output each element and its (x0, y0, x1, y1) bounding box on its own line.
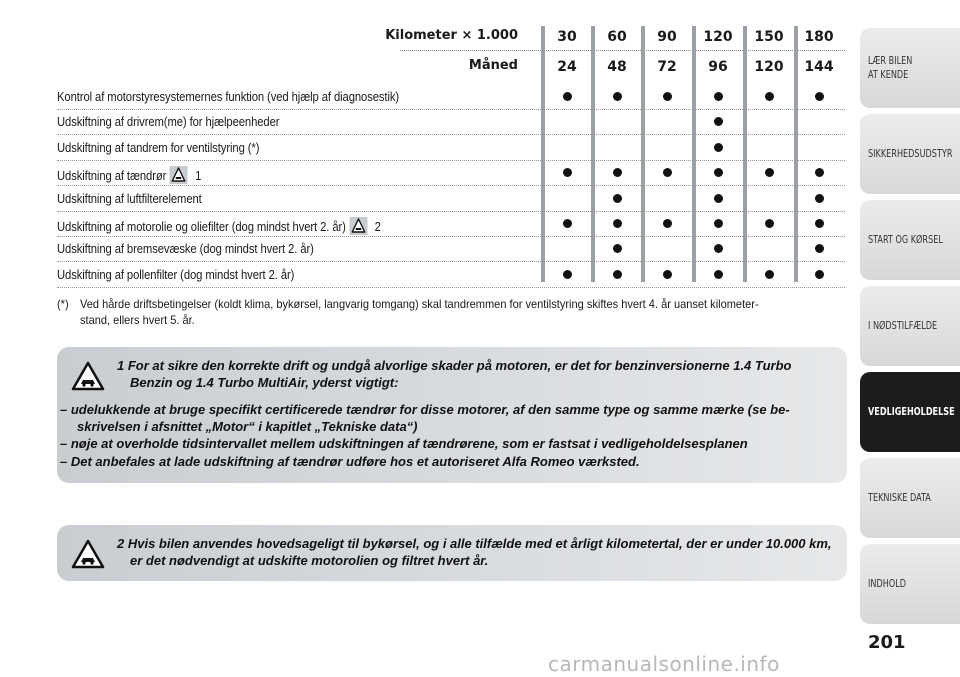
table-row (57, 160, 845, 186)
table-row (57, 236, 845, 262)
service-dot (613, 270, 622, 279)
service-dot (714, 168, 723, 177)
chapter-tab[interactable] (860, 544, 960, 624)
service-dot (563, 168, 572, 177)
service-dot (815, 168, 824, 177)
row-label-text: Udskiftning af motorolie og oliefilter (dog mindst hvert 2. år) (57, 220, 346, 234)
chapter-tab-label: I NØDSTILFÆLDE (868, 319, 938, 332)
service-dot (815, 270, 824, 279)
month-column-header: 96 (708, 59, 728, 75)
row-label (57, 115, 279, 129)
warning-triangle-icon (349, 217, 367, 235)
row-label (57, 90, 399, 104)
chapter-tab[interactable] (860, 458, 960, 538)
row-label-text: Udskiftning af tændrør (57, 169, 167, 184)
footnote-text-1: Ved hårde driftsbetingelser (koldt klima, bykørsel, langvarig tomgang) skal tandremmen for ventilstyring skiftes hvert 4. år uanset kilometer- (80, 297, 759, 311)
km-column-header: 120 (703, 29, 733, 45)
chapter-tab[interactable] (860, 28, 960, 108)
row-label (57, 192, 202, 206)
service-dot (815, 244, 824, 253)
row-note-number: 2 (374, 220, 381, 234)
row-label (57, 217, 381, 235)
service-dot (765, 270, 774, 279)
service-dot (663, 270, 672, 279)
table-row (57, 109, 845, 135)
row-label-text: Udskiftning af drivrem(me) for hjælpeenheder (57, 115, 280, 130)
row-label-text: Udskiftning af bremsevæske (dog mindst hvert 2. år) (57, 242, 314, 257)
chapter-tab[interactable] (860, 200, 960, 280)
service-dot (563, 92, 572, 101)
month-header-label: Måned (468, 58, 518, 73)
service-dot (714, 244, 723, 253)
chapter-tab-label: START OG KØRSEL (868, 233, 943, 246)
row-note-number: 1 (195, 169, 202, 184)
warning2-line1: 2 Hvis bilen anvendes hovedsageligt til bykørsel, og i alle tilfælde med et årligt kilometertal, der er under 10.000 km, (117, 536, 832, 551)
warning1-line6: – Det anbefales at lade udskiftning af tændrør udføre hos et autoriseret Alfa Romeo værksted. (60, 454, 640, 469)
warning1-line4: skrivelsen i afsnittet „Motor“ i kapitlet „Tekniske data“) (77, 419, 418, 434)
warning1-line3: – udelukkende at bruge specifikt certificerede tændrør for disse motorer, af den samme type og samme mærke (se be- (60, 402, 790, 417)
service-dot (613, 92, 622, 101)
chapter-tab[interactable] (860, 372, 960, 452)
table-row (57, 262, 845, 288)
service-dot (663, 92, 672, 101)
service-dot (765, 219, 774, 228)
service-dot (714, 92, 723, 101)
chapter-tab-label: TEKNISKE DATA (868, 491, 931, 504)
warning1-line1: 1 For at sikre den korrekte drift og undgå alvorlige skader på motoren, er det for benzinversionerne 1.4 Turbo (117, 358, 792, 373)
row-label-text: Udskiftning af luftfilterelement (57, 191, 202, 206)
chapter-tab[interactable] (860, 286, 960, 366)
warning2-line2: er det nødvendigt at udskifte motorolien og filtret hvert år. (130, 553, 489, 568)
warning-box-spark-plugs (57, 347, 847, 483)
service-dot (563, 270, 572, 279)
warning1-line5: – nøje at overholde tidsintervallet mellem udskiftningen af tændrørene, som er fastsat i vedligeholdelsesplanen (60, 436, 748, 451)
watermark: carmanualsonline.info (548, 652, 780, 676)
service-dot (563, 219, 572, 228)
table-row (57, 135, 845, 161)
service-dot (714, 117, 723, 126)
month-column-header: 72 (657, 59, 677, 75)
chapter-tab-label: LÆR BILEN AT KENDE (868, 54, 913, 81)
row-label (57, 166, 201, 184)
service-dot (613, 219, 622, 228)
km-column-header: 90 (657, 29, 677, 45)
header-separator (400, 50, 845, 51)
service-dot (765, 92, 774, 101)
service-dot (663, 219, 672, 228)
row-label-text: Kontrol af motorstyresystemernes funktion (ved hjælp af diagnosestik) (57, 90, 400, 104)
service-dot (714, 219, 723, 228)
month-column-header: 144 (804, 59, 834, 75)
footnote-mark: (*) (57, 297, 69, 311)
service-dot (714, 143, 723, 152)
warning-box-engine-oil (57, 525, 847, 581)
km-column-header: 30 (557, 29, 577, 45)
row-label (57, 242, 314, 256)
page-number: 201 (868, 632, 906, 653)
service-dot (613, 168, 622, 177)
footnote-text-2: stand, ellers hvert 5. år. (80, 313, 195, 327)
km-column-header: 150 (754, 29, 784, 45)
service-dot (815, 92, 824, 101)
table-row (57, 84, 845, 110)
chapter-tab[interactable] (860, 114, 960, 194)
row-label-text: Udskiftning af tandrem for ventilstyring (*) (57, 140, 260, 155)
table-row (57, 186, 845, 212)
row-label (57, 141, 259, 155)
km-header-label: Kilometer × 1.000 (385, 28, 518, 43)
service-dot (815, 194, 824, 203)
car-warning-triangle-icon (71, 361, 105, 391)
warning-triangle-icon (170, 166, 188, 184)
chapter-tab-label: VEDLIGEHOLDELSE (868, 405, 955, 418)
table-row (57, 211, 845, 237)
row-label (57, 268, 294, 282)
km-column-header: 60 (607, 29, 627, 45)
month-column-header: 48 (607, 59, 627, 75)
chapter-tab-label: INDHOLD (868, 577, 906, 590)
km-column-header: 180 (804, 29, 834, 45)
month-column-header: 120 (754, 59, 784, 75)
service-dot (613, 244, 622, 253)
row-label-text: Udskiftning af pollenfilter (dog mindst hvert 2. år) (57, 267, 295, 282)
chapter-tab-label: SIKKERHEDSUDSTYR (868, 147, 953, 160)
warning1-line2: Benzin og 1.4 Turbo MultiAir, yderst vigtigt: (130, 375, 399, 390)
footnote (57, 296, 784, 328)
service-dot (714, 194, 723, 203)
service-dot (714, 270, 723, 279)
service-dot (765, 168, 774, 177)
service-dot (663, 168, 672, 177)
month-column-header: 24 (557, 59, 577, 75)
service-dot (815, 219, 824, 228)
service-dot (613, 194, 622, 203)
car-warning-triangle-icon (71, 539, 105, 569)
